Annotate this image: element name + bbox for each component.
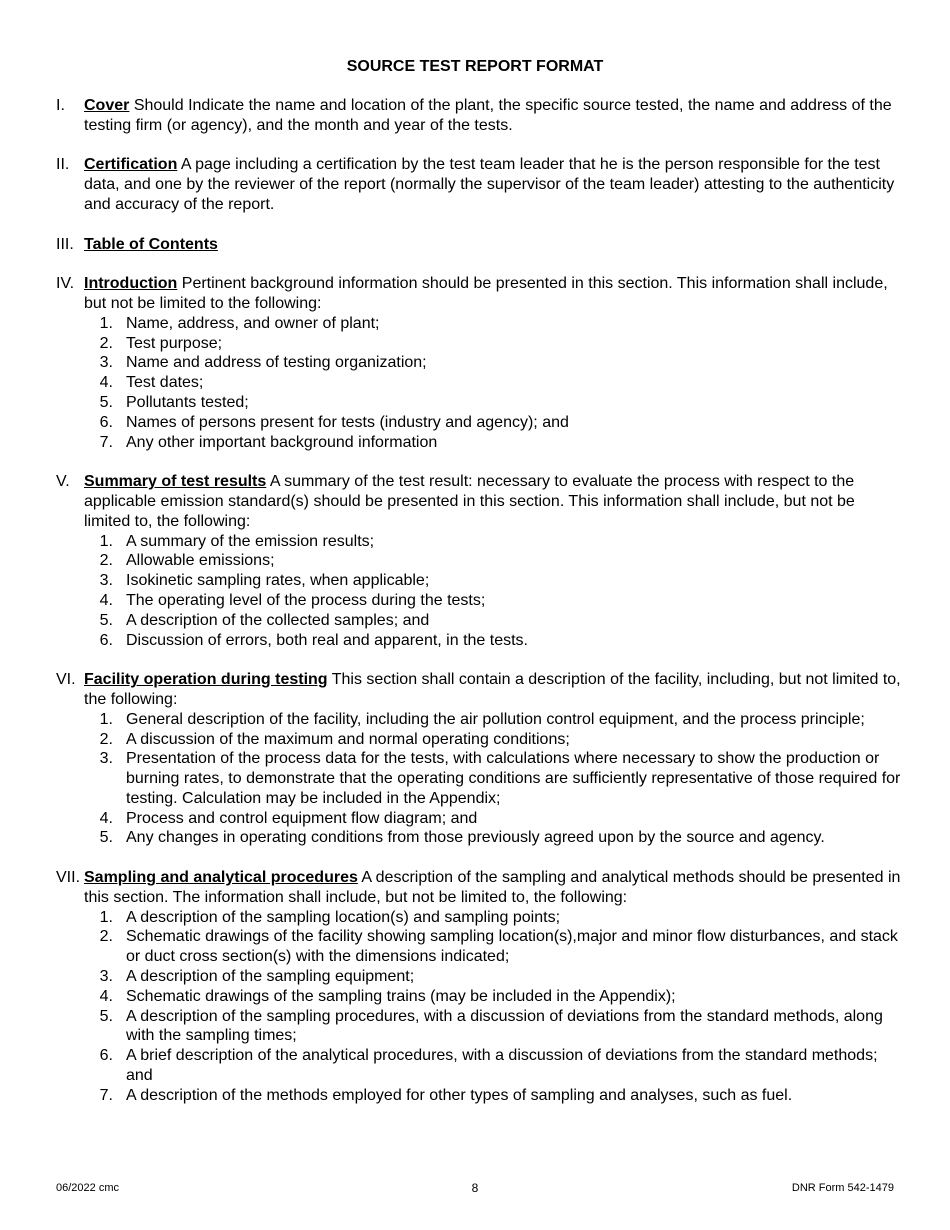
list-item (84, 730, 901, 750)
list-item (84, 1086, 901, 1106)
section-paragraph (84, 274, 901, 314)
section-paragraph (84, 868, 901, 908)
page-number: 8 (471, 1181, 479, 1195)
section-text: This section shall contain a description of the facility, including, but not limited to, the following: (84, 671, 901, 708)
section-numeral: VII. (56, 869, 81, 887)
section-list (84, 710, 901, 849)
list-item-text: Names of persons present for tests (industry and agency); and (126, 413, 569, 431)
section-paragraph (84, 96, 901, 136)
list-item-text: A summary of the emission results; (126, 532, 375, 550)
page-title: SOURCE TEST REPORT FORMAT (346, 58, 604, 75)
list-item-number: 7. (99, 433, 113, 451)
list-item (84, 433, 901, 453)
section-text: A summary of the test result: necessary to evaluate the process with respect to the applicable emission standard(s) should be presented in this section. This information shall include, but not be limited to, the following: (84, 473, 855, 530)
section-2 (56, 155, 901, 214)
list-item-text: Schematic drawings of the sampling trains (may be included in the Appendix); (126, 987, 676, 1005)
list-item-number: 2. (99, 730, 113, 748)
list-item-text: Process and control equipment flow diagram; and (126, 809, 478, 827)
section-heading: Cover (84, 97, 130, 114)
list-item-text: Name and address of testing organization; (126, 354, 427, 372)
section-numeral: IV. (56, 275, 75, 293)
list-item-text: Discussion of errors, both real and apparent, in the tests. (126, 631, 528, 649)
list-item-number: 7. (99, 1086, 113, 1104)
list-item (84, 551, 901, 571)
list-item (84, 611, 901, 631)
section-paragraph (84, 472, 901, 531)
list-item (84, 571, 901, 591)
section-7 (56, 868, 901, 1106)
list-item-text: A description of the sampling procedures, with a discussion of deviations from the standard methods, along with the sampling times; (126, 1007, 883, 1045)
list-item-text: Allowable emissions; (126, 552, 275, 570)
list-item (84, 710, 901, 730)
list-item-text: Isokinetic sampling rates, when applicable; (126, 572, 430, 590)
list-item-number: 4. (99, 591, 113, 609)
list-item-number: 4. (99, 987, 113, 1005)
list-item-text: A description of the sampling location(s) and sampling points; (126, 908, 561, 926)
report-sections (56, 96, 901, 1125)
section-numeral: VI. (56, 671, 76, 689)
list-item (84, 809, 901, 829)
list-item-text: A description of the collected samples; and (126, 611, 430, 629)
section-list (84, 314, 901, 453)
list-item-text: Any other important background information (126, 433, 438, 451)
list-item-text: Test purpose; (126, 334, 223, 352)
list-item-text: Name, address, and owner of plant; (126, 314, 380, 332)
list-item (84, 591, 901, 611)
section-numeral: I. (56, 97, 65, 114)
list-item-number: 3. (99, 354, 113, 372)
list-item-text: A description of the methods employed for other types of sampling and analyses, such as fuel. (126, 1086, 793, 1104)
list-item-number: 1. (99, 710, 113, 728)
section-text: Should Indicate the name and location of the plant, the specific source tested, the name and address of the testing firm (or agency), and the month and year of the tests. (84, 97, 892, 134)
section-5 (56, 472, 901, 650)
list-item-text: Presentation of the process data for the tests, with calculations where necessary to show the production or burning rates, to demonstrate that the operating conditions are sufficiently representative of those required for testing. Calculation may be included in the Appendix; (126, 750, 901, 807)
list-item (84, 1046, 901, 1086)
section-heading: Table of Contents (84, 235, 218, 253)
section-numeral: V. (56, 473, 70, 491)
list-item (84, 908, 901, 928)
list-item-number: 1. (99, 908, 113, 926)
list-item-text: Schematic drawings of the facility showing sampling location(s),major and minor flow disturbances, and stack or duct cross section(s) with the dimensions indicated; (126, 928, 898, 966)
list-item-number: 3. (99, 750, 113, 768)
list-item-number: 1. (99, 314, 113, 332)
section-4 (56, 274, 901, 452)
list-item (84, 987, 901, 1007)
section-paragraph (84, 670, 901, 710)
list-item-text: The operating level of the process during the tests; (126, 591, 486, 609)
list-item-number: 2. (99, 552, 113, 570)
section-heading: Facility operation during testing (84, 671, 328, 689)
section-heading: Summary of test results (84, 473, 267, 491)
section-text: Pertinent background information should be presented in this section. This information shall include, but not be limited to the following: (84, 275, 888, 312)
list-item (84, 393, 901, 413)
list-item-number: 5. (99, 829, 113, 847)
list-item-text: Any changes in operating conditions from those previously agreed upon by the source and agency. (126, 829, 825, 847)
list-item-number: 5. (99, 611, 113, 629)
list-item-number: 6. (99, 413, 113, 431)
list-item (84, 749, 901, 808)
list-item (84, 631, 901, 651)
list-item-text: Pollutants tested; (126, 393, 249, 411)
list-item (84, 967, 901, 987)
footer-date: 06/2022 cmc (56, 1182, 119, 1194)
section-heading: Certification (84, 156, 178, 174)
list-item (84, 1007, 901, 1047)
section-1 (56, 96, 901, 136)
list-item-number: 6. (99, 1047, 113, 1065)
list-item-number: 3. (99, 968, 113, 986)
section-text: A description of the sampling and analytical methods should be presented in this section. The information shall include, but not be limited to, the following: (84, 869, 901, 906)
section-heading: Sampling and analytical procedures (84, 869, 358, 887)
list-item (84, 334, 901, 354)
list-item-number: 2. (99, 928, 113, 946)
section-numeral: III. (56, 235, 74, 253)
section-numeral: II. (56, 156, 70, 174)
list-item-text: A discussion of the maximum and normal operating conditions; (126, 730, 570, 748)
section-list (84, 908, 901, 1106)
list-item (84, 314, 901, 334)
list-item (84, 413, 901, 433)
section-6 (56, 670, 901, 848)
list-item (84, 353, 901, 373)
list-item-number: 4. (99, 374, 113, 392)
list-item-number: 3. (99, 572, 113, 590)
list-item-number: 6. (99, 631, 113, 649)
section-paragraph (84, 235, 901, 255)
list-item (84, 828, 901, 848)
form-number: DNR Form 542-1479 (791, 1182, 894, 1194)
section-list (84, 532, 901, 651)
section-heading: Introduction (84, 275, 178, 293)
list-item-number: 1. (99, 532, 113, 550)
list-item (84, 927, 901, 967)
section-3 (56, 235, 901, 255)
list-item-text: General description of the facility, including the air pollution control equipment, and the process principle; (126, 710, 865, 728)
list-item-number: 4. (99, 809, 113, 827)
list-item-text: Test dates; (126, 374, 204, 392)
list-item-number: 5. (99, 393, 113, 411)
list-item-text: A brief description of the analytical procedures, with a discussion of deviations from the standard methods; and (126, 1047, 878, 1085)
section-text: A page including a certification by the test team leader that he is the person responsible for the test data, and one by the reviewer of the report (normally the supervisor of the team leader) attesting to the authenticity and accuracy of the report. (84, 156, 895, 213)
list-item-number: 5. (99, 1007, 113, 1025)
section-paragraph (84, 155, 901, 214)
list-item (84, 373, 901, 393)
list-item-text: A description of the sampling equipment; (126, 968, 415, 986)
list-item-number: 2. (99, 334, 113, 352)
list-item (84, 532, 901, 552)
